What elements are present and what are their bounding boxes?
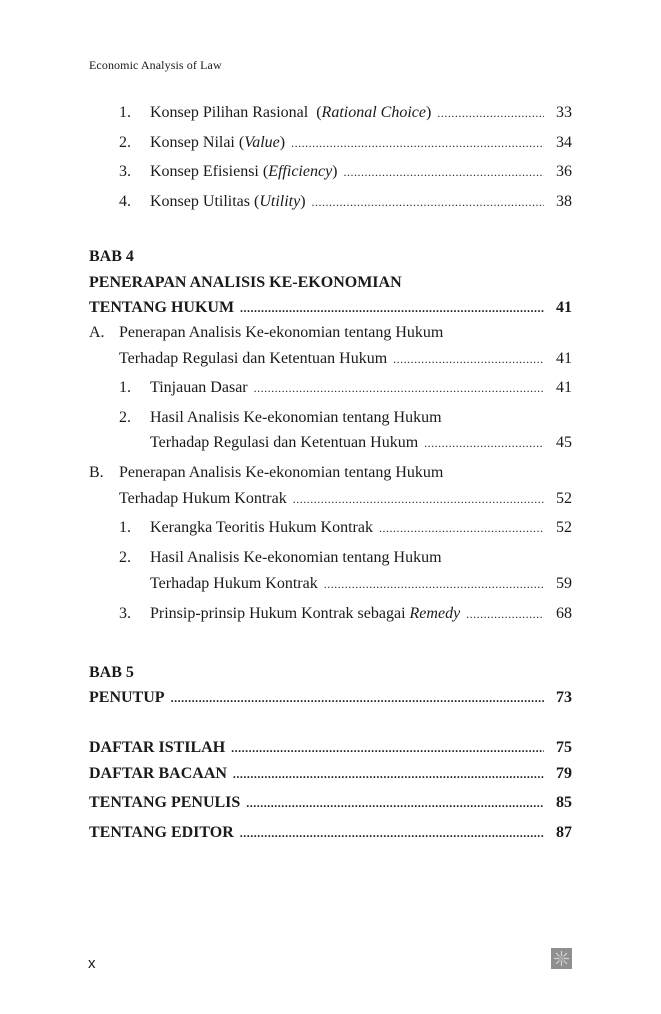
entry-page: 75: [556, 739, 572, 756]
entry-leader: [150, 102, 544, 124]
toc-entry[interactable]: [0, 377, 661, 399]
dot-leader: [466, 603, 544, 625]
chapter-title: PENUTUP: [89, 689, 165, 706]
dot-leader: [344, 161, 545, 183]
dot-leader: [240, 822, 544, 844]
chapter-label: BAB 4: [89, 248, 134, 265]
entry-page: 73: [556, 689, 572, 706]
backmatter-title: TENTANG EDITOR: [89, 824, 234, 841]
toc-entry[interactable]: [0, 432, 661, 454]
entry-leader: [119, 348, 544, 370]
entry-number: 1.: [119, 379, 131, 396]
toc-backmatter-entry[interactable]: [0, 792, 661, 814]
entry-title: Kerangka Teoritis Hukum Kontrak: [150, 519, 373, 536]
entry-leader: [150, 432, 544, 454]
entry-number: 2.: [119, 549, 131, 566]
entry-title: Hasil Analisis Ke-ekonomian tentang Hukum: [150, 549, 442, 566]
entry-title: Prinsip-prinsip Hukum Kontrak sebagai Remedy: [150, 605, 461, 622]
entry-leader: [89, 737, 544, 759]
publisher-logo-icon: [551, 948, 572, 969]
dot-leader: [246, 792, 544, 814]
entry-page: 41: [556, 379, 572, 396]
toc-entry[interactable]: [0, 161, 661, 183]
dot-leader: [379, 517, 544, 539]
toc-entry[interactable]: [0, 102, 661, 124]
chapter-label: BAB 5: [89, 664, 134, 681]
entry-leader: [150, 161, 544, 183]
running-head: Economic Analysis of Law: [89, 58, 222, 72]
dot-leader: [393, 348, 544, 370]
entry-page: 59: [556, 575, 572, 592]
entry-leader: [89, 792, 544, 814]
chapter-title: TENTANG HUKUM: [89, 299, 235, 316]
entry-page: 33: [556, 104, 572, 121]
dot-leader: [231, 737, 544, 759]
section-letter: A.: [89, 324, 105, 341]
toc-entry[interactable]: [0, 603, 661, 625]
entry-page: 34: [556, 134, 572, 151]
toc-backmatter-entry[interactable]: [0, 737, 661, 759]
entry-page: 85: [556, 794, 572, 811]
entry-page: 52: [556, 519, 572, 536]
toc-entry[interactable]: [0, 348, 661, 370]
toc-chapter-entry[interactable]: [0, 687, 661, 709]
entry-page: 87: [556, 824, 572, 841]
entry-title: Tinjauan Dasar: [150, 379, 248, 396]
dot-leader: [254, 377, 544, 399]
entry-leader: [150, 191, 544, 213]
entry-number: 1.: [119, 519, 131, 536]
toc-entry[interactable]: [0, 191, 661, 213]
dot-leader: [293, 488, 544, 510]
entry-title: Konsep Pilihan Rasional (Rational Choice): [150, 104, 432, 121]
dot-leader: [233, 763, 544, 785]
section-title: Penerapan Analisis Ke-ekonomian tentang Hukum: [119, 324, 444, 341]
entry-number: 3.: [119, 163, 131, 180]
dot-leader: [324, 573, 544, 595]
entry-leader: [119, 488, 544, 510]
entry-leader: [150, 377, 544, 399]
entry-title: Terhadap Hukum Kontrak: [150, 575, 318, 592]
entry-leader: [89, 297, 544, 319]
toc-entry[interactable]: [0, 488, 661, 510]
toc-backmatter-entry[interactable]: [0, 822, 661, 844]
backmatter-title: TENTANG PENULIS: [89, 794, 241, 811]
entry-page: 41: [556, 350, 572, 367]
dot-leader: [291, 132, 544, 154]
entry-number: 2.: [119, 409, 131, 426]
toc-entry[interactable]: [0, 132, 661, 154]
entry-page: 52: [556, 490, 572, 507]
entry-page: 38: [556, 193, 572, 210]
entry-leader: [150, 603, 544, 625]
entry-leader: [150, 573, 544, 595]
entry-title: Konsep Utilitas (Utility): [150, 193, 306, 210]
page-folio: x: [88, 955, 96, 972]
entry-leader: [89, 763, 544, 785]
dot-leader: [424, 432, 544, 454]
entry-page: 36: [556, 163, 572, 180]
entry-page: 41: [556, 299, 572, 316]
backmatter-title: DAFTAR ISTILAH: [89, 739, 226, 756]
entry-number: 3.: [119, 605, 131, 622]
backmatter-title: DAFTAR BACAAN: [89, 765, 227, 782]
entry-page: 79: [556, 765, 572, 782]
chapter-title: PENERAPAN ANALISIS KE-EKONOMIAN: [89, 274, 402, 291]
dot-leader: [312, 191, 544, 213]
entry-page: 68: [556, 605, 572, 622]
section-title: Terhadap Regulasi dan Ketentuan Hukum: [119, 350, 388, 367]
entry-title: Terhadap Regulasi dan Ketentuan Hukum: [150, 434, 419, 451]
dot-leader: [437, 102, 544, 124]
entry-leader: [150, 132, 544, 154]
entry-page: 45: [556, 434, 572, 451]
entry-title: Konsep Nilai (Value): [150, 134, 286, 151]
section-title: Terhadap Hukum Kontrak: [119, 490, 287, 507]
entry-title: Konsep Efisiensi (Efficiency): [150, 163, 338, 180]
section-letter: B.: [89, 464, 104, 481]
dot-leader: [240, 297, 544, 319]
entry-number: 2.: [119, 134, 131, 151]
entry-title: Hasil Analisis Ke-ekonomian tentang Hukum: [150, 409, 442, 426]
toc-entry[interactable]: [0, 517, 661, 539]
entry-number: 4.: [119, 193, 131, 210]
entry-number: 1.: [119, 104, 131, 121]
entry-leader: [89, 687, 544, 709]
dot-leader: [171, 687, 544, 709]
section-title: Penerapan Analisis Ke-ekonomian tentang Hukum: [119, 464, 444, 481]
toc-backmatter-entry[interactable]: [0, 763, 661, 785]
toc-chapter-entry[interactable]: [0, 297, 661, 319]
entry-leader: [150, 517, 544, 539]
entry-leader: [89, 822, 544, 844]
toc-entry[interactable]: [0, 573, 661, 595]
